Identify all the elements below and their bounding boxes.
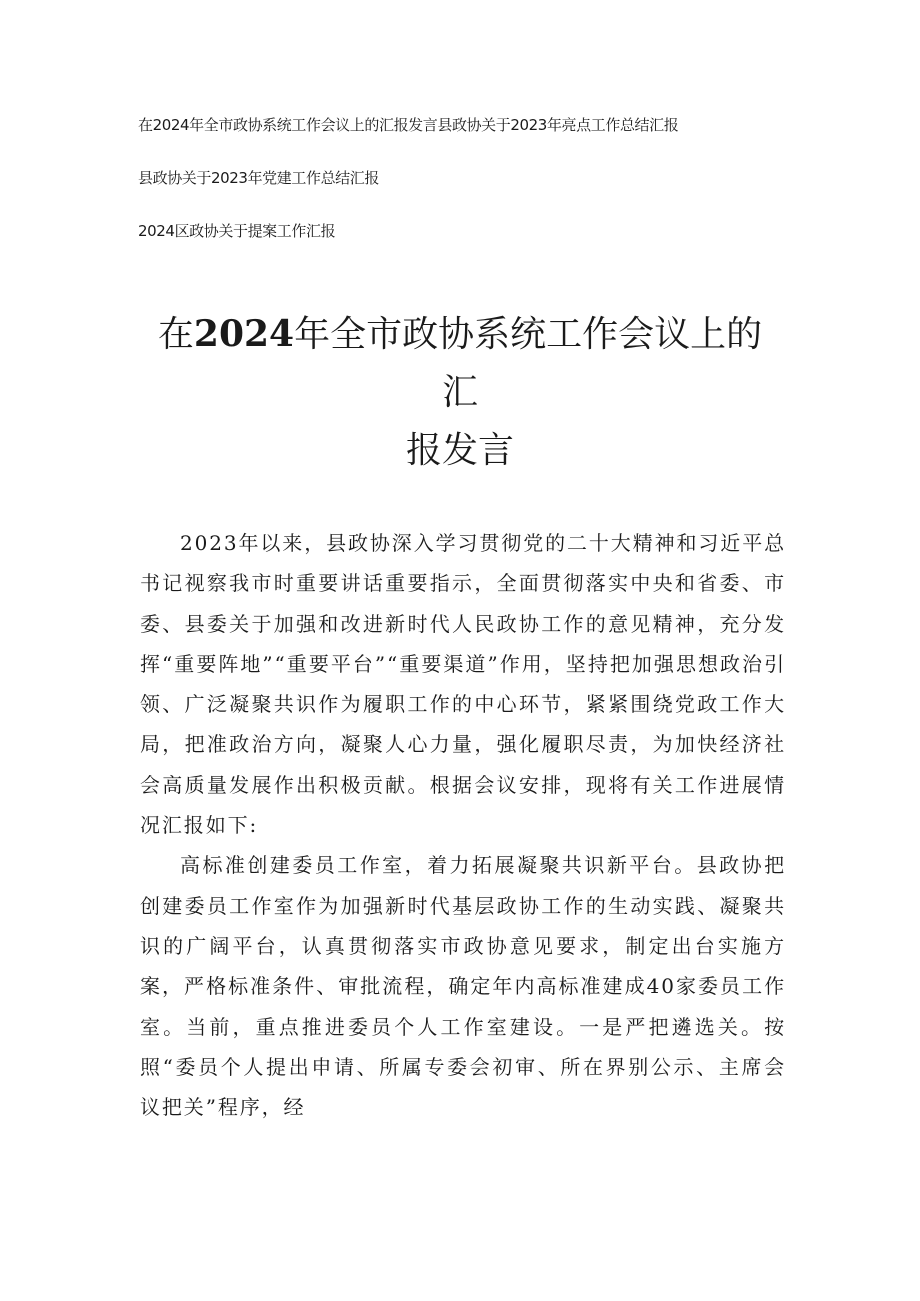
toc-item-3[interactable]: 2024区政协关于提案工作汇报 xyxy=(138,222,336,240)
document-body xyxy=(140,523,786,1127)
document-title-line-3: 报发言 xyxy=(405,430,514,471)
title-prefix: 在 xyxy=(157,314,194,355)
toc-item-2[interactable]: 县政协关于2023年党建工作总结汇报 xyxy=(138,169,379,187)
paragraph-2: 高标准创建委员工作室，着力拓展凝聚共识新平台。县政协把创建委员工作室作为加强新时代基层政协工作的生动实践、凝聚共识的广阔平台，认真贯彻落实市政协意见要求，制定出台实施方案，严格标准条件、审批流程，确定年内高标准建成40家委员工作室。当前，重点推进委员个人工作室建设。一是严把遴选关。按照“委员个人提出申请、所属专委会初审、所在界别公示、主席会议把关”程序，经 xyxy=(140,853,786,1120)
paragraph-1: 2023年以来，县政协深入学习贯彻党的二十大精神和习近平总书记视察我市时重要讲话重要指示，全面贯彻落实中央和省委、市委、县委关于加强和改进新时代人民政协工作的意见精神，充分发挥“重要阵地”“重要平台”“重要渠道”作用，坚持把加强思想政治引领、广泛凝聚共识作为履职工作的中心环节，紧紧围绕党政工作大局，把准政治方向，凝聚人心力量，强化履职尽责，为加快经济社会高质量发展作出积极贡献。根据会议安排，现将有关工作进展情况汇报如下: xyxy=(140,531,786,838)
title-year: 2024 xyxy=(193,313,295,355)
toc-item-1[interactable]: 在2024年全市政协系统工作会议上的汇报发言县政协关于2023年亮点工作总结汇报 xyxy=(138,116,679,134)
title-line-1-rest: 年全市政协系统工作会议上的 xyxy=(294,314,763,355)
document-title-line-2: 汇 xyxy=(441,372,478,413)
document-title-line-1 xyxy=(0,306,920,357)
